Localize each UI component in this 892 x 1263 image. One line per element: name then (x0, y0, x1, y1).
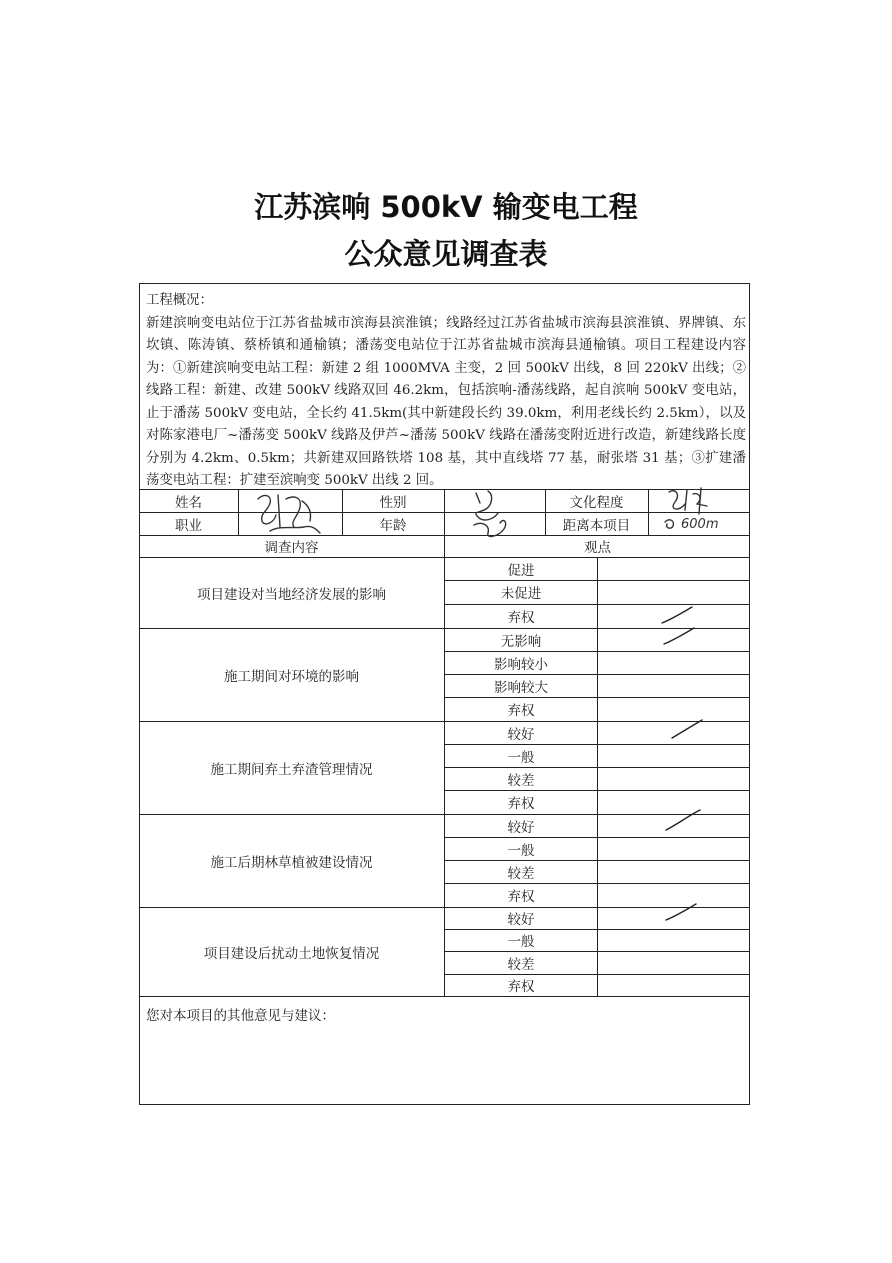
handwritten-gender-age (458, 485, 530, 541)
option-abstain[interactable]: 弃权 (507, 979, 535, 995)
rule-v-value (648, 489, 649, 535)
age-label: 年龄 (379, 517, 407, 534)
option-good[interactable]: 较好 (507, 912, 535, 928)
project-overview (146, 290, 746, 493)
overview-text: 新建滨响变电站位于江苏省盐城市滨海县滨淮镇；线路经过江苏省盐城市滨海县滨淮镇、界牌镇、东坎镇、陈涛镇、蔡桥镇和通榆镇；潘荡变电站位于江苏省盐城市滨海县通榆镇。项目工程建设内容为：①新建滨响变电站工程：新建 2 组 1000MVA 主变，2 回 500kV 出线，8 回 220kV 出线；②线路工程：新建、改建 500kV 线路双回 46.2km，包括滨响-潘荡线路，起自滨响 500kV 变电站，止于潘荡 500kV 变电站，全长约 41.5km(其中新建段长约 39.0km，利用老线长约 2.5km），以及对陈家港电厂~潘荡变 500kV 线路及伊芦~潘荡 500kV 线路在潘荡变附近进行改造，新建线路长度分别为 4.2km、0.5km；共新建双回路铁塔 108 基，其中直线塔 77 基，耐张塔 31 基；③扩建潘荡变电站工程：扩建至滨响变 500kV 出线 2 回。 (146, 315, 746, 488)
rule-v-checkcol (597, 557, 598, 996)
option-good[interactable]: 较好 (507, 726, 535, 743)
distance-label: 距离本项目 (562, 517, 631, 534)
option-average[interactable]: 一般 (507, 934, 535, 950)
handwritten-education-distance (655, 484, 745, 534)
option-no-impact[interactable]: 无影响 (500, 633, 542, 650)
overview-label: 工程概况： (146, 293, 213, 308)
option-poor[interactable]: 较差 (507, 772, 535, 789)
checkmark-icon (662, 900, 702, 924)
option-not-promote[interactable]: 未促进 (500, 586, 542, 602)
option-promote[interactable]: 促进 (507, 562, 535, 579)
checkmark-icon (660, 624, 700, 648)
option-abstain[interactable]: 弃权 (507, 610, 535, 626)
rule-q5-bottom (139, 996, 750, 997)
suggestions-field[interactable] (146, 1026, 742, 1098)
option-average[interactable]: 一般 (507, 842, 535, 859)
option-poor[interactable]: 较差 (507, 865, 535, 882)
opinion-header: 观点 (584, 540, 611, 556)
distance-value: 600m (681, 517, 719, 532)
occupation-label: 职业 (175, 517, 202, 534)
option-large-impact[interactable]: 影响较大 (494, 679, 548, 696)
option-abstain[interactable]: 弃权 (507, 796, 535, 812)
name-label: 姓名 (175, 494, 202, 511)
gender-label: 性别 (379, 494, 407, 511)
checkmark-icon (662, 806, 706, 834)
question-land-recovery: 项目建设后扰动土地恢复情况 (203, 945, 380, 962)
rule-v-name (238, 489, 239, 535)
option-small-impact[interactable]: 影响较小 (494, 656, 548, 673)
checkmark-icon (668, 716, 708, 742)
option-poor[interactable]: 较差 (507, 956, 535, 973)
question-economic-impact: 项目建设对当地经济发展的影响 (197, 586, 386, 603)
content-header: 调查内容 (264, 540, 319, 556)
form-title-line2: 公众意见调查表 (344, 237, 548, 271)
option-abstain[interactable]: 弃权 (507, 703, 535, 719)
handwritten-name-signature (250, 487, 330, 539)
question-environment-impact: 施工期间对环境的影响 (224, 668, 359, 685)
option-abstain[interactable]: 弃权 (507, 889, 535, 905)
question-spoil-management: 施工期间弃土弃渣管理情况 (210, 761, 373, 778)
question-vegetation-restoration: 施工后期林草植被建设情况 (210, 854, 373, 871)
education-label: 文化程度 (569, 494, 624, 511)
option-good[interactable]: 较好 (507, 819, 535, 836)
suggestions-label: 您对本项目的其他意见与建议： (146, 1008, 335, 1024)
option-average[interactable]: 一般 (507, 749, 535, 766)
form-title-line1: 江苏滨响 500kV 输变电工程 (254, 190, 638, 224)
